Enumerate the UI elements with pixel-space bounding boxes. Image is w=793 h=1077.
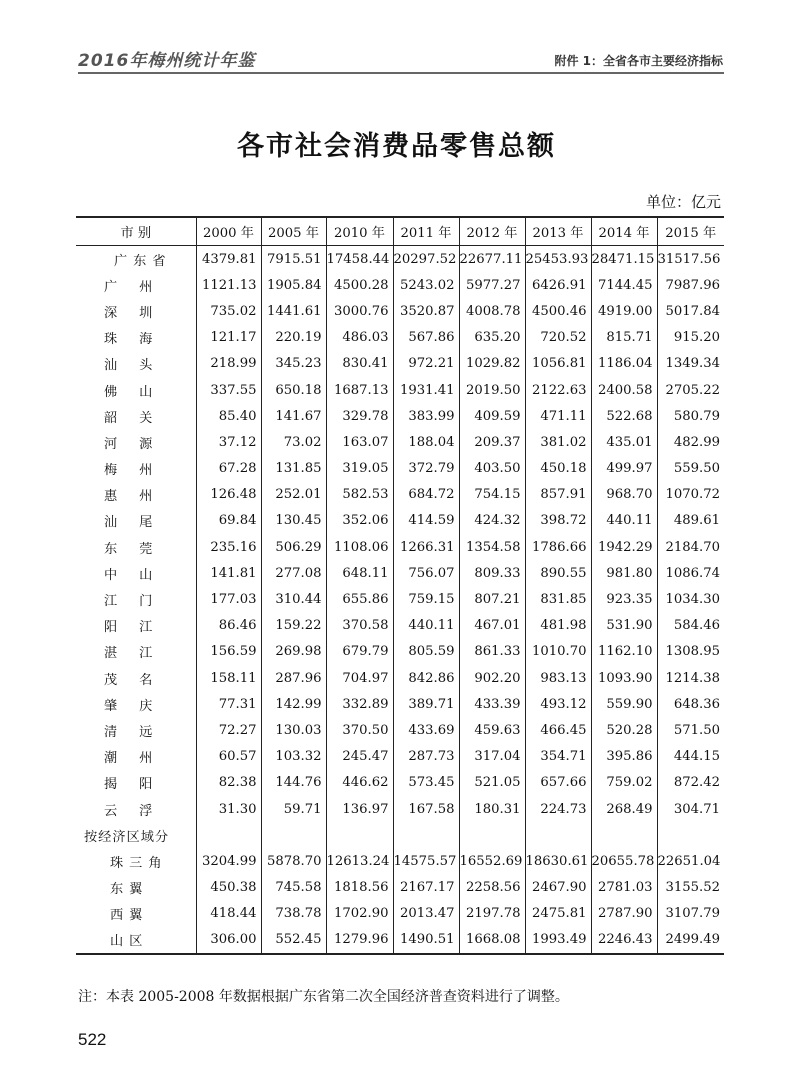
table-cell: 720.52 bbox=[525, 325, 591, 351]
table-cell: 370.58 bbox=[326, 613, 393, 639]
table-cell: 7144.45 bbox=[591, 272, 657, 298]
table-cell: 1121.13 bbox=[196, 272, 261, 298]
table-cell: 2122.63 bbox=[525, 377, 591, 403]
table-cell: 2013.47 bbox=[393, 901, 459, 927]
table-cell: 7987.96 bbox=[657, 272, 724, 298]
table-row bbox=[76, 508, 724, 534]
table-cell: 471.11 bbox=[525, 403, 591, 429]
table-cell: 17458.44 bbox=[326, 246, 393, 273]
table-cell: 73.02 bbox=[261, 429, 326, 455]
table-cell bbox=[657, 822, 724, 848]
table-cell: 144.76 bbox=[261, 770, 326, 796]
table-cell: 735.02 bbox=[196, 298, 261, 324]
table-row bbox=[76, 377, 724, 403]
table-cell: 418.44 bbox=[196, 901, 261, 927]
table-row bbox=[76, 482, 724, 508]
table-cell: 567.86 bbox=[393, 325, 459, 351]
table-cell: 440.11 bbox=[393, 613, 459, 639]
table-cell: 650.18 bbox=[261, 377, 326, 403]
page-number: 522 bbox=[78, 1030, 107, 1049]
column-header: 2005 年 bbox=[261, 217, 326, 246]
table-cell: 440.11 bbox=[591, 508, 657, 534]
table-cell: 60.57 bbox=[196, 744, 261, 770]
table-cell: 4919.00 bbox=[591, 298, 657, 324]
table-cell: 1029.82 bbox=[459, 351, 525, 377]
table-cell: 310.44 bbox=[261, 586, 326, 612]
table-cell bbox=[393, 822, 459, 848]
table-cell: 389.71 bbox=[393, 691, 459, 717]
appendix-label: 附件 1：全省各市主要经济指标 bbox=[554, 54, 723, 68]
table-cell: 12613.24 bbox=[326, 848, 393, 874]
table-cell: 20297.52 bbox=[393, 246, 459, 273]
table-cell: 1086.74 bbox=[657, 560, 724, 586]
table-cell: 3520.87 bbox=[393, 298, 459, 324]
table-cell: 67.28 bbox=[196, 456, 261, 482]
table-cell: 754.15 bbox=[459, 482, 525, 508]
row-label: 西翼 bbox=[110, 908, 149, 924]
table-row bbox=[76, 351, 724, 377]
table-cell: 1942.29 bbox=[591, 534, 657, 560]
row-label: 河源 bbox=[104, 436, 175, 452]
table-cell: 815.71 bbox=[591, 325, 657, 351]
table-cell: 571.50 bbox=[657, 717, 724, 743]
table-cell: 2019.50 bbox=[459, 377, 525, 403]
table-row bbox=[76, 272, 724, 298]
table-cell: 142.99 bbox=[261, 691, 326, 717]
table-cell: 520.28 bbox=[591, 717, 657, 743]
retail-sales-table bbox=[76, 216, 724, 955]
table-cell: 136.97 bbox=[326, 796, 393, 822]
table-cell: 156.59 bbox=[196, 639, 261, 665]
table-row bbox=[76, 875, 724, 901]
table-cell: 37.12 bbox=[196, 429, 261, 455]
unit-label: 单位：亿元 bbox=[645, 193, 721, 211]
table-cell: 1070.72 bbox=[657, 482, 724, 508]
table-cell: 59.71 bbox=[261, 796, 326, 822]
book-title: 2016年梅州统计年鉴 bbox=[78, 51, 256, 71]
table-cell: 1308.95 bbox=[657, 639, 724, 665]
table-cell: 329.78 bbox=[326, 403, 393, 429]
table-cell bbox=[196, 822, 261, 848]
table-cell: 354.71 bbox=[525, 744, 591, 770]
table-cell: 130.45 bbox=[261, 508, 326, 534]
table-cell: 3204.99 bbox=[196, 848, 261, 874]
table-cell: 1702.90 bbox=[326, 901, 393, 927]
table-cell: 20655.78 bbox=[591, 848, 657, 874]
table-cell: 2400.58 bbox=[591, 377, 657, 403]
table-row bbox=[76, 691, 724, 717]
table-cell: 5017.84 bbox=[657, 298, 724, 324]
table-cell bbox=[525, 822, 591, 848]
table-cell: 1786.66 bbox=[525, 534, 591, 560]
table-cell: 521.05 bbox=[459, 770, 525, 796]
row-label: 惠州 bbox=[104, 489, 175, 505]
table-cell: 269.98 bbox=[261, 639, 326, 665]
table-cell: 2167.17 bbox=[393, 875, 459, 901]
table-cell: 842.86 bbox=[393, 665, 459, 691]
table-cell: 450.38 bbox=[196, 875, 261, 901]
table-cell: 1214.38 bbox=[657, 665, 724, 691]
column-header: 2011 年 bbox=[393, 217, 459, 246]
table-row bbox=[76, 901, 724, 927]
table-cell: 482.99 bbox=[657, 429, 724, 455]
table-cell: 245.47 bbox=[326, 744, 393, 770]
table-cell: 1931.41 bbox=[393, 377, 459, 403]
table-cell: 2475.81 bbox=[525, 901, 591, 927]
table-cell: 6426.91 bbox=[525, 272, 591, 298]
table-cell: 1441.61 bbox=[261, 298, 326, 324]
row-label: 汕头 bbox=[104, 358, 175, 374]
table-cell: 738.78 bbox=[261, 901, 326, 927]
table-cell: 807.21 bbox=[459, 586, 525, 612]
table-cell: 2499.49 bbox=[657, 927, 724, 954]
row-label: 中山 bbox=[104, 567, 175, 583]
table-cell: 559.50 bbox=[657, 456, 724, 482]
table-cell: 584.46 bbox=[657, 613, 724, 639]
row-label: 广东省 bbox=[114, 253, 172, 269]
table-cell: 968.70 bbox=[591, 482, 657, 508]
row-label: 佛山 bbox=[104, 384, 175, 400]
table-cell: 398.72 bbox=[525, 508, 591, 534]
table-cell: 648.36 bbox=[657, 691, 724, 717]
table-cell: 4379.81 bbox=[196, 246, 261, 273]
row-label: 湛江 bbox=[104, 646, 175, 662]
table-cell: 287.73 bbox=[393, 744, 459, 770]
table-cell: 218.99 bbox=[196, 351, 261, 377]
table-cell: 890.55 bbox=[525, 560, 591, 586]
table-row bbox=[76, 613, 724, 639]
table-cell: 252.01 bbox=[261, 482, 326, 508]
table-cell: 5243.02 bbox=[393, 272, 459, 298]
table-row bbox=[76, 639, 724, 665]
table-cell: 467.01 bbox=[459, 613, 525, 639]
table-row bbox=[76, 770, 724, 796]
table-cell: 4008.78 bbox=[459, 298, 525, 324]
header-divider bbox=[78, 72, 724, 74]
page-title: 各市社会消费品零售总额 bbox=[237, 131, 556, 162]
table-cell: 209.37 bbox=[459, 429, 525, 455]
table-cell: 235.16 bbox=[196, 534, 261, 560]
table-cell: 3107.79 bbox=[657, 901, 724, 927]
table-cell: 1034.30 bbox=[657, 586, 724, 612]
table-cell: 1108.06 bbox=[326, 534, 393, 560]
table-cell: 77.31 bbox=[196, 691, 261, 717]
table-cell: 268.49 bbox=[591, 796, 657, 822]
table-cell: 352.06 bbox=[326, 508, 393, 534]
table-cell: 319.05 bbox=[326, 456, 393, 482]
table-cell: 1905.84 bbox=[261, 272, 326, 298]
table-cell: 582.53 bbox=[326, 482, 393, 508]
table-cell: 409.59 bbox=[459, 403, 525, 429]
table-cell: 1349.34 bbox=[657, 351, 724, 377]
table-row bbox=[76, 246, 724, 273]
table-cell: 5878.70 bbox=[261, 848, 326, 874]
table-cell: 16552.69 bbox=[459, 848, 525, 874]
column-header: 2014 年 bbox=[591, 217, 657, 246]
table-cell: 679.79 bbox=[326, 639, 393, 665]
table-cell: 4500.28 bbox=[326, 272, 393, 298]
table-cell: 861.33 bbox=[459, 639, 525, 665]
table-cell: 25453.93 bbox=[525, 246, 591, 273]
table-cell: 395.86 bbox=[591, 744, 657, 770]
table-row bbox=[76, 848, 724, 874]
table-row bbox=[76, 298, 724, 324]
table-cell: 22651.04 bbox=[657, 848, 724, 874]
table-cell: 18630.61 bbox=[525, 848, 591, 874]
table-cell: 493.12 bbox=[525, 691, 591, 717]
table-cell: 489.61 bbox=[657, 508, 724, 534]
table-cell: 972.21 bbox=[393, 351, 459, 377]
table-cell: 809.33 bbox=[459, 560, 525, 586]
table-cell: 1687.13 bbox=[326, 377, 393, 403]
table-cell: 1093.90 bbox=[591, 665, 657, 691]
table-cell: 1354.58 bbox=[459, 534, 525, 560]
table-cell: 130.03 bbox=[261, 717, 326, 743]
table-cell: 2467.90 bbox=[525, 875, 591, 901]
table-cell: 31.30 bbox=[196, 796, 261, 822]
footnote: 注：本表 2005-2008 年数据根据广东省第二次全国经济普查资料进行了调整。 bbox=[78, 989, 569, 1005]
table-cell: 1010.70 bbox=[525, 639, 591, 665]
table-cell: 657.66 bbox=[525, 770, 591, 796]
table-cell: 1279.96 bbox=[326, 927, 393, 954]
column-header: 市 别 bbox=[76, 217, 196, 246]
table-cell: 2197.78 bbox=[459, 901, 525, 927]
table-row bbox=[76, 665, 724, 691]
table-cell: 121.17 bbox=[196, 325, 261, 351]
table-cell: 459.63 bbox=[459, 717, 525, 743]
table-cell: 167.58 bbox=[393, 796, 459, 822]
table-cell: 759.02 bbox=[591, 770, 657, 796]
table-cell: 69.84 bbox=[196, 508, 261, 534]
table-cell: 7915.51 bbox=[261, 246, 326, 273]
row-label: 山区 bbox=[76, 927, 196, 954]
section-label: 按经济区域分 bbox=[84, 829, 170, 845]
table-cell: 72.27 bbox=[196, 717, 261, 743]
table-cell: 370.50 bbox=[326, 717, 393, 743]
table-cell: 486.03 bbox=[326, 325, 393, 351]
table-cell: 435.01 bbox=[591, 429, 657, 455]
row-label: 揭阳 bbox=[104, 777, 175, 793]
table-cell: 1056.81 bbox=[525, 351, 591, 377]
table-cell: 103.32 bbox=[261, 744, 326, 770]
table-cell: 22677.11 bbox=[459, 246, 525, 273]
table-cell: 332.89 bbox=[326, 691, 393, 717]
table-cell: 481.98 bbox=[525, 613, 591, 639]
table-cell: 2787.90 bbox=[591, 901, 657, 927]
table-cell: 141.67 bbox=[261, 403, 326, 429]
table-cell: 287.96 bbox=[261, 665, 326, 691]
table-cell: 759.15 bbox=[393, 586, 459, 612]
table-cell: 902.20 bbox=[459, 665, 525, 691]
table-cell: 450.18 bbox=[525, 456, 591, 482]
table-cell: 163.07 bbox=[326, 429, 393, 455]
table-cell: 3000.76 bbox=[326, 298, 393, 324]
table-cell: 424.32 bbox=[459, 508, 525, 534]
table-row bbox=[76, 456, 724, 482]
row-label: 珠三角 bbox=[110, 855, 168, 871]
row-label: 珠海 bbox=[104, 332, 175, 348]
table-cell: 923.35 bbox=[591, 586, 657, 612]
table-row bbox=[76, 325, 724, 351]
table-cell: 403.50 bbox=[459, 456, 525, 482]
table-cell: 552.45 bbox=[261, 927, 326, 954]
column-header: 2015 年 bbox=[657, 217, 724, 246]
row-label: 肇庆 bbox=[104, 698, 175, 714]
table-cell: 684.72 bbox=[393, 482, 459, 508]
table-cell: 82.38 bbox=[196, 770, 261, 796]
row-label: 梅州 bbox=[104, 463, 175, 479]
table-cell: 381.02 bbox=[525, 429, 591, 455]
table-header-row bbox=[76, 217, 724, 246]
column-header: 2013 年 bbox=[525, 217, 591, 246]
table-cell: 306.00 bbox=[196, 927, 261, 954]
table-row bbox=[76, 534, 724, 560]
table-cell: 1993.49 bbox=[525, 927, 591, 954]
table-cell: 522.68 bbox=[591, 403, 657, 429]
table-cell: 4500.46 bbox=[525, 298, 591, 324]
table-cell: 981.80 bbox=[591, 560, 657, 586]
section-row bbox=[76, 822, 724, 848]
table-row bbox=[76, 586, 724, 612]
table-cell: 655.86 bbox=[326, 586, 393, 612]
table-cell: 188.04 bbox=[393, 429, 459, 455]
table-cell: 131.85 bbox=[261, 456, 326, 482]
table-cell: 531.90 bbox=[591, 613, 657, 639]
table-cell: 466.45 bbox=[525, 717, 591, 743]
row-label: 东莞 bbox=[104, 541, 175, 557]
row-label: 广州 bbox=[104, 279, 175, 295]
table-cell: 141.81 bbox=[196, 560, 261, 586]
table-cell: 444.15 bbox=[657, 744, 724, 770]
row-label: 潮州 bbox=[104, 751, 175, 767]
table-cell: 1818.56 bbox=[326, 875, 393, 901]
column-header: 2000 年 bbox=[196, 217, 261, 246]
table-row bbox=[76, 429, 724, 455]
table-row bbox=[76, 717, 724, 743]
table-row bbox=[76, 927, 724, 954]
table-row bbox=[76, 796, 724, 822]
table-cell: 337.55 bbox=[196, 377, 261, 403]
row-label: 深圳 bbox=[104, 305, 175, 321]
row-label: 清远 bbox=[104, 724, 175, 740]
row-label: 茂名 bbox=[104, 672, 175, 688]
table-cell: 159.22 bbox=[261, 613, 326, 639]
column-header: 2010 年 bbox=[326, 217, 393, 246]
table-cell: 372.79 bbox=[393, 456, 459, 482]
table-cell: 277.08 bbox=[261, 560, 326, 586]
table-cell: 1490.51 bbox=[393, 927, 459, 954]
table-cell: 446.62 bbox=[326, 770, 393, 796]
row-label: 汕尾 bbox=[104, 515, 175, 531]
column-header: 2012 年 bbox=[459, 217, 525, 246]
table-cell: 1162.10 bbox=[591, 639, 657, 665]
table-cell bbox=[591, 822, 657, 848]
table-cell: 580.79 bbox=[657, 403, 724, 429]
table-cell: 3155.52 bbox=[657, 875, 724, 901]
table-cell: 805.59 bbox=[393, 639, 459, 665]
table-cell: 180.31 bbox=[459, 796, 525, 822]
table-cell: 1186.04 bbox=[591, 351, 657, 377]
table-cell: 831.85 bbox=[525, 586, 591, 612]
table-cell: 1266.31 bbox=[393, 534, 459, 560]
table-cell: 126.48 bbox=[196, 482, 261, 508]
table-cell: 1668.08 bbox=[459, 927, 525, 954]
table-row bbox=[76, 744, 724, 770]
table-cell: 383.99 bbox=[393, 403, 459, 429]
table-cell: 872.42 bbox=[657, 770, 724, 796]
row-label: 江门 bbox=[104, 594, 175, 610]
table-cell: 2246.43 bbox=[591, 927, 657, 954]
table-cell: 648.11 bbox=[326, 560, 393, 586]
table-cell: 304.71 bbox=[657, 796, 724, 822]
row-label: 东翼 bbox=[110, 882, 149, 898]
table-cell: 2781.03 bbox=[591, 875, 657, 901]
table-cell: 14575.57 bbox=[393, 848, 459, 874]
table-cell: 414.59 bbox=[393, 508, 459, 534]
table-cell: 31517.56 bbox=[657, 246, 724, 273]
table-row bbox=[76, 403, 724, 429]
table-cell: 506.29 bbox=[261, 534, 326, 560]
table-cell: 220.19 bbox=[261, 325, 326, 351]
table-cell: 158.11 bbox=[196, 665, 261, 691]
table-cell: 85.40 bbox=[196, 403, 261, 429]
table-cell: 573.45 bbox=[393, 770, 459, 796]
table-cell: 433.39 bbox=[459, 691, 525, 717]
table-cell: 177.03 bbox=[196, 586, 261, 612]
table-cell: 86.46 bbox=[196, 613, 261, 639]
table-row bbox=[76, 560, 724, 586]
table-cell: 559.90 bbox=[591, 691, 657, 717]
table-cell bbox=[459, 822, 525, 848]
table-cell: 433.69 bbox=[393, 717, 459, 743]
table-cell: 745.58 bbox=[261, 875, 326, 901]
table-cell bbox=[326, 822, 393, 848]
table-cell: 2184.70 bbox=[657, 534, 724, 560]
table-cell: 345.23 bbox=[261, 351, 326, 377]
table-cell: 317.04 bbox=[459, 744, 525, 770]
table-cell: 499.97 bbox=[591, 456, 657, 482]
table-cell: 704.97 bbox=[326, 665, 393, 691]
table-cell: 2258.56 bbox=[459, 875, 525, 901]
table-cell: 756.07 bbox=[393, 560, 459, 586]
table-cell: 857.91 bbox=[525, 482, 591, 508]
table-cell: 635.20 bbox=[459, 325, 525, 351]
table-cell: 28471.15 bbox=[591, 246, 657, 273]
table-cell: 915.20 bbox=[657, 325, 724, 351]
table-cell bbox=[261, 822, 326, 848]
table-cell: 2705.22 bbox=[657, 377, 724, 403]
table-cell: 224.73 bbox=[525, 796, 591, 822]
row-label: 阳江 bbox=[104, 620, 175, 636]
table-cell: 5977.27 bbox=[459, 272, 525, 298]
row-label: 云浮 bbox=[104, 803, 175, 819]
row-label: 韶关 bbox=[104, 410, 175, 426]
table-cell: 830.41 bbox=[326, 351, 393, 377]
table-cell: 983.13 bbox=[525, 665, 591, 691]
